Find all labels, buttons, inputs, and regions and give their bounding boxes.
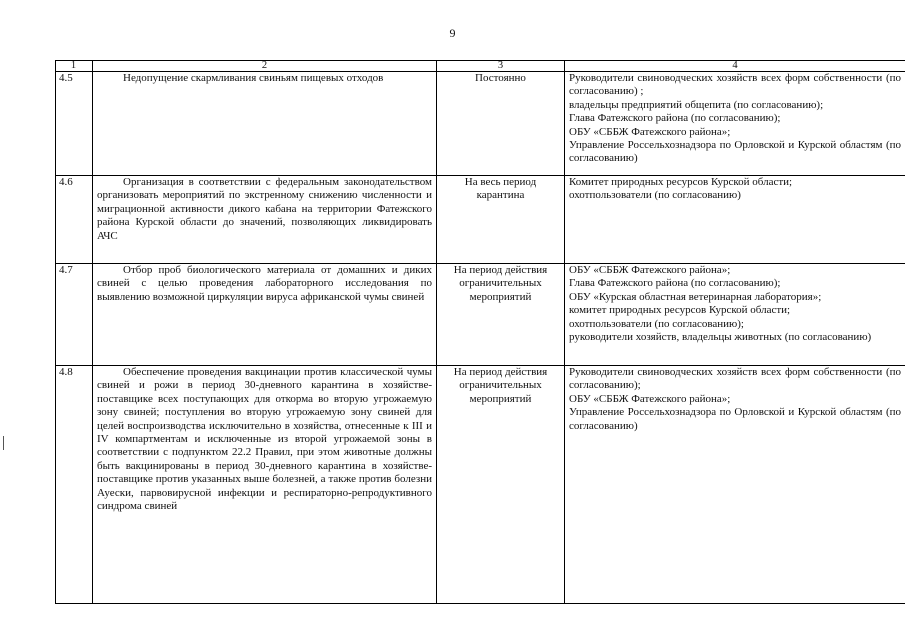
measure-text: Организация в соответствии с федеральным законодательством организовать мероприятий по экстренному снижению численности и миграционной активности дикого кабана на территории Фатежского района Курской области до значений, позволяющих ликвидировать АЧС	[93, 176, 437, 264]
responsible-line: Управление Россельхознадзора по Орловской и Курской областям (по согласованию)	[569, 406, 901, 432]
table-header-row	[56, 61, 905, 72]
table-row	[56, 176, 905, 264]
responsible-cell	[565, 72, 905, 176]
responsible-line: ОБУ «СББЖ Фатежского района»;	[569, 125, 731, 138]
measures-table	[55, 60, 905, 604]
header-col-4: 4	[565, 61, 905, 72]
responsible-line: Управление Россельхознадзора по Орловской и Курской областям (по согласованию)	[569, 139, 901, 165]
responsible-line: Глава Фатежского района (по согласованию);	[569, 277, 781, 290]
responsible-line: охотпользователи (по согласованию);	[569, 317, 744, 330]
page-number: 9	[449, 26, 456, 40]
responsible-line: Комитет природных ресурсов Курской области;	[569, 176, 793, 188]
row-number: 4.5	[56, 72, 93, 176]
responsible-line: ОБУ «СББЖ Фатежского района»;	[569, 392, 731, 405]
responsible-cell	[565, 264, 905, 366]
table-row	[56, 72, 905, 176]
measure-text: Недопущение скармливания свиньям пищевых отходов	[93, 72, 437, 176]
responsible-cell	[565, 176, 905, 264]
responsible-line: комитет природных ресурсов Курской области;	[569, 304, 791, 317]
responsible-line: Глава Фатежского района (по согласованию);	[569, 112, 781, 125]
row-number: 4.6	[56, 176, 93, 264]
row-number: 4.8	[56, 366, 93, 604]
responsible-line: ОБУ «Курская областная ветеринарная лаборатория»;	[569, 290, 822, 303]
measure-text: Обеспечение проведения вакцинации против классической чумы свиней и рожи в период 30-дневного карантина в хозяйстве-поставщике всех поступающих для откорма во вторую угрожаемую зону свиней; поступления во вторую угрожаемую зону свиней для целей воспроизводства исключительно в хозяйства, отнесенные к III и IV компартментам и исключенные из второй угрожаемой зоны в соответствии с подпунктом 22.2 Правил, при этом животные должны быть вакцинированы в период 30-дневного карантина в хозяйстве-поставщике против указанных выше болезней, а также против болезни Ауески, парвовирусной инфекции и респираторно-репродуктивного синдрома свиней	[93, 366, 437, 604]
period-text: На период действия ограничительных мероприятий	[437, 366, 565, 604]
responsible-line: Руководители свиноводческих хозяйств всех форм собственности (по согласованию);	[569, 366, 901, 392]
header-col-2: 2	[93, 61, 437, 72]
period-text: На период действия ограничительных мероприятий	[437, 264, 565, 366]
row-number: 4.7	[56, 264, 93, 366]
responsible-line: Руководители свиноводческих хозяйств всех форм собственности (по согласованию) ;	[569, 72, 901, 98]
table-row	[56, 264, 905, 366]
responsible-line: руководители хозяйств, владельцы животных (по согласованию)	[569, 331, 872, 344]
margin-mark	[3, 436, 4, 450]
responsible-line: владельцы предприятий общепита (по согласованию);	[569, 98, 824, 111]
period-text: Постоянно	[437, 72, 565, 176]
responsible-line: ОБУ «СББЖ Фатежского района»;	[569, 264, 731, 276]
table-row	[56, 366, 905, 604]
period-text: На весь период карантина	[437, 176, 565, 264]
responsible-cell	[565, 366, 905, 604]
header-col-1: 1	[56, 61, 93, 72]
header-col-3: 3	[437, 61, 565, 72]
measure-text: Отбор проб биологического материала от домашних и диких свиней с целью проведения лабораторного исследования по выявлению возможной циркуляции вируса африканской чумы свиней	[93, 264, 437, 366]
responsible-line: охотпользователи (по согласованию)	[569, 189, 741, 202]
